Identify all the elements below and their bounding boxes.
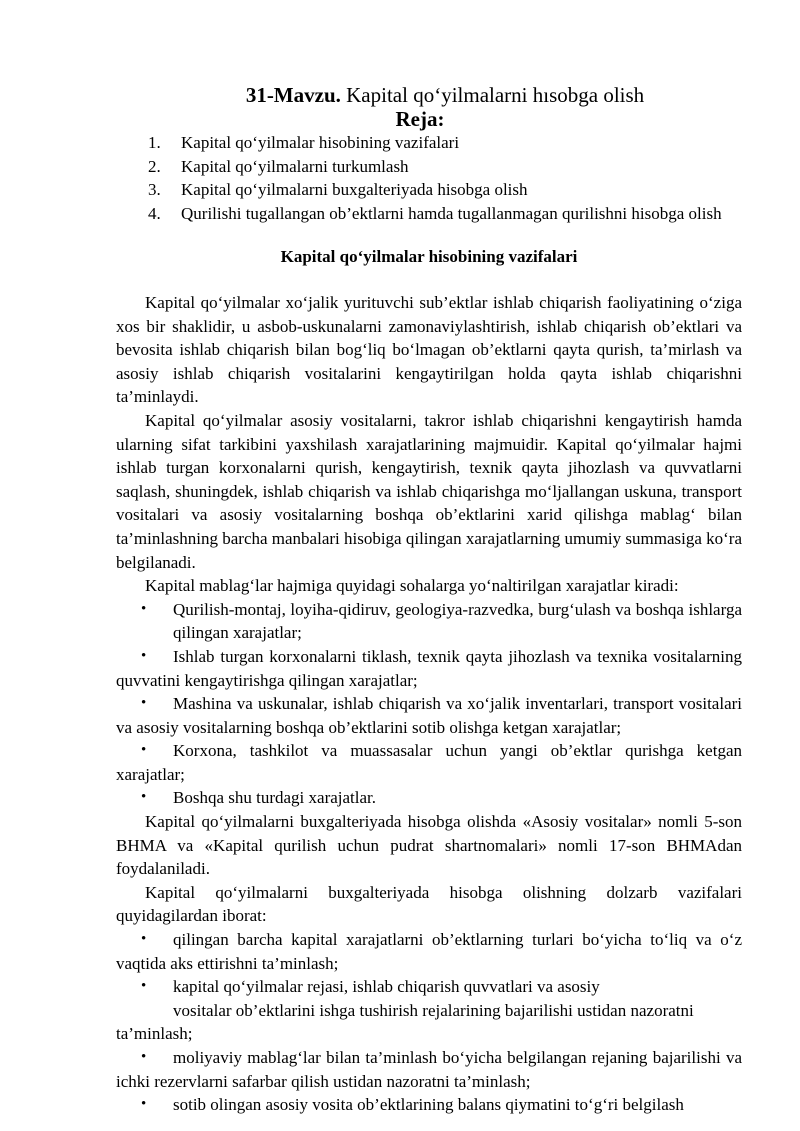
paragraph: Kapital qo‘yilmalarni buxgalteriyada hisobga olishning dolzarb vazifalari quyidagilardan iborat: xyxy=(116,882,742,926)
bullet-icon: • xyxy=(141,931,147,948)
bullet-icon: • xyxy=(141,789,147,806)
bullet-text: qilingan barcha kapital xarajatlarni ob’ektlarning turlari bo‘yicha to‘liq va o‘z vaqtida aks ettirishni ta’minlash; xyxy=(116,930,742,973)
plan-item-number: 3. xyxy=(148,180,161,199)
plan-list xyxy=(148,131,748,225)
bullet-text: Ishlab turgan korxonalarni tiklash, texnik qayta jihozlash va texnika vositalarning quvvatini kengaytirishga qilingan xarajatlar; xyxy=(116,646,742,690)
bullet-text: Boshqa shu turdagi xarajatlar. xyxy=(173,788,377,808)
bullet-icon: • xyxy=(141,695,147,712)
plan-item-number: 1. xyxy=(148,133,161,152)
bullet-text-continuation: ta’minlash; xyxy=(116,1024,193,1044)
plan-item xyxy=(148,155,748,179)
plan-item-number: 4. xyxy=(148,203,161,223)
bullet-text: sotib olingan asosiy vosita ob’ektlarining balans qiymatini to‘g‘ri belgilash xyxy=(173,1095,684,1115)
bullet-icon: • xyxy=(141,1096,147,1113)
bullet-item xyxy=(116,645,742,692)
bullet-item xyxy=(116,928,742,975)
bullet-item xyxy=(116,975,742,1046)
paragraph: Kapital mablag‘lar hajmiga quyidagi sohalarga yo‘naltirilgan xarajatlar kiradi: xyxy=(145,576,679,596)
bullet-item xyxy=(116,598,742,645)
bullet-text: Qurilish-montaj, loyiha-qidiruv, geologiya-razvedka, burg‘ulash va boshqa ishlarga qilingan xarajatlar; xyxy=(173,599,742,643)
bullet-text-continuation: vositalar ob’ektlarini ishga tushirish rejalarining bajarilishi ustidan nazoratni xyxy=(173,1000,694,1020)
topic-number: 31-Mavzu. xyxy=(245,83,341,107)
bullet-text: Korxona, tashkilot va muassasalar uchun yangi ob’ektlar qurishga ketgan xarajatlar; xyxy=(116,741,742,784)
bullet-item xyxy=(116,692,742,739)
bullet-item xyxy=(116,1093,742,1117)
section-heading: Kapital qo‘yilmalar hisobining vazifalari xyxy=(280,247,578,266)
topic-name: Kapital qo‘yilmalarni hısobga olish xyxy=(346,83,645,107)
bullet-text: kapital qo‘yilmalar rejasi, ishlab chiqarish quvvatlari va asosiy xyxy=(173,977,600,997)
plan-item-text: Qurilishi tugallangan ob’ektlarni hamda tugallanmagan qurilishni hisobga olish xyxy=(181,203,722,223)
plan-heading: Reja: xyxy=(395,107,445,131)
paragraph: Kapital qo‘yilmalar asosiy vositalarni, takror ishlab chiqarishni kengaytirish hamda ularning sifat tarkibini yaxshilash xarajatlarining majmuidir. Kapital qo‘yilmalar hajmi ishlab turgan korxonalarni qurish, kengaytirish, texnik qayta jihozlash va quvvatlarni saqlash, shuningdek, ishlab chiqarish va ishlab chiqarishga mo‘ljallangan uskuna, transport vositalari va asosiy vositalarning boshqa ob’ektlarini xarid qilishga mablag‘ bilan ta’minlashning barcha manbalari hisobiga qilingan xarajatlarning umumiy summasiga ko‘ra belgilanadi. xyxy=(116,410,742,572)
plan-item-text: Kapital qo‘yilmalarni buxgalteriyada hisobga olish xyxy=(181,180,528,199)
plan-item-number: 2. xyxy=(148,156,161,176)
bullet-text: moliyaviy mablag‘lar bilan ta’minlash bo‘yicha belgilangan rejaning bajarilishi va ichki rezervlarni safarbar qilish ustidan nazoratni ta’minlash; xyxy=(116,1048,742,1091)
plan-item xyxy=(148,178,748,202)
bullet-icon: • xyxy=(141,1049,147,1065)
plan-item-text: Kapital qo‘yilmalar hisobining vazifalari xyxy=(181,133,460,152)
plan-item xyxy=(148,202,748,226)
paragraph: Kapital qo‘yilmalarni buxgalteriyada hisobga olishda «Asosiy vositalar» nomli 5-son BHMA va «Kapital qurilish uchun pudrat shartnomalari» nomli 17-son BHMAdan foydalaniladi. xyxy=(116,812,742,879)
plan-item xyxy=(148,131,748,155)
bullet-icon: • xyxy=(141,978,147,995)
document-body xyxy=(116,291,742,1117)
bullet-item xyxy=(116,739,742,786)
bullet-icon: • xyxy=(141,742,147,759)
bullet-icon: • xyxy=(141,647,147,664)
plan-item-text: Kapital qo‘yilmalarni turkumlash xyxy=(181,156,409,176)
paragraph: Kapital qo‘yilmalar xo‘jalik yurituvchi sub’ektlar ishlab chiqarish faoliyatining o‘ziga xos bir shaklidir, u asbob-uskunalarni zamonaviylashtirish, ishlab chiqarish ob’ektlari va bevosita ishlab chiqarish bilan bog‘liq bo‘lmagan ob’ektlarni qayta qurish, ta’mirlash va asosiy ishlab chiqarish vositalarini kengaytirilgan holda qayta ishlab chiqarishni ta’minlaydi. xyxy=(116,293,742,407)
bullet-item xyxy=(116,1046,742,1093)
bullet-item xyxy=(116,786,742,810)
bullet-text: Mashina va uskunalar, ishlab chiqarish va xo‘jalik inventarlari, transport vositalari va asosiy vositalarning boshqa ob’ektlarini sotib olishga ketgan xarajatlar; xyxy=(116,694,742,737)
bullet-icon: • xyxy=(141,600,147,617)
